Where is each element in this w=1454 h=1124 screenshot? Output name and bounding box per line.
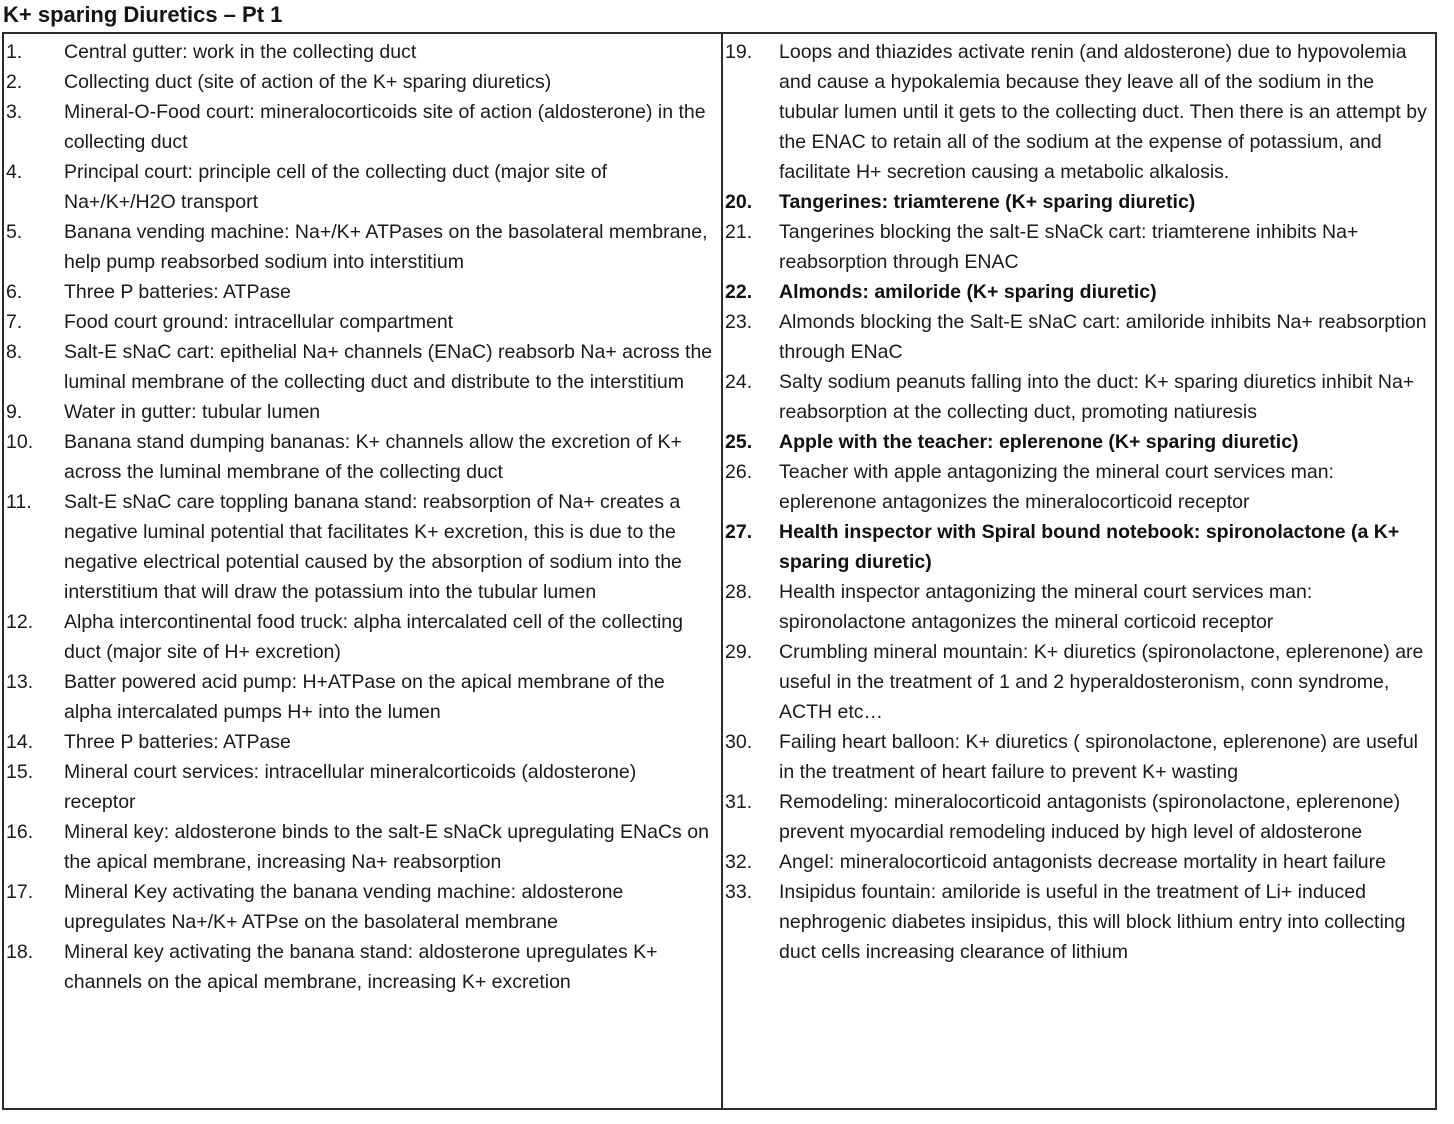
page-title: K+ sparing Diuretics – Pt 1: [3, 2, 283, 27]
list-item: [4, 337, 721, 397]
list-item: [4, 877, 721, 937]
list-item: [4, 217, 721, 277]
item-number: 29.: [725, 641, 753, 663]
item-text: Mineral key activating the banana stand: aldosterone upregulates K+ channels on the apical membrane, increasing K+ excretion: [64, 941, 658, 993]
list-item: [4, 727, 721, 757]
item-text: Salt-E sNaC care toppling banana stand: reabsorption of Na+ creates a negative luminal potential that facilitates K+ excretion, this is due to the negative electrical potential caused by the absorption of sodium into the interstitium that will draw the potassium into the tubular lumen: [64, 491, 682, 603]
list-item: [723, 877, 1435, 967]
list-item: [4, 667, 721, 727]
list-item: [4, 487, 721, 607]
notes-column-right: [723, 34, 1435, 1108]
list-item: [723, 727, 1435, 787]
list-item: [4, 427, 721, 487]
item-text: Tangerines: triamterene (K+ sparing diuretic): [779, 191, 1196, 213]
list-item: [723, 637, 1435, 727]
item-number: 32.: [725, 851, 753, 873]
item-text: Food court ground: intracellular compartment: [64, 311, 454, 333]
item-text: Tangerines blocking the salt-E sNaCk cart: triamterene inhibits Na+ reabsorption through ENAC: [779, 221, 1359, 273]
item-text: Three P batteries: ATPase: [64, 281, 291, 303]
item-text: Three P batteries: ATPase: [64, 731, 291, 753]
item-number: 22.: [725, 281, 753, 303]
item-text: Collecting duct (site of action of the K+ sparing diuretics): [64, 71, 552, 93]
item-number: 8.: [6, 341, 23, 363]
list-item: [723, 847, 1435, 877]
list-item: [4, 37, 721, 67]
list-item: [4, 607, 721, 667]
item-number: 13.: [6, 671, 34, 693]
item-number: 27.: [725, 521, 753, 543]
item-text: Apple with the teacher: eplerenone (K+ sparing diuretic): [779, 431, 1299, 453]
list-item: [723, 457, 1435, 517]
item-number: 12.: [6, 611, 34, 633]
item-text: Salty sodium peanuts falling into the duct: K+ sparing diuretics inhibit Na+ reabsorption at the collecting duct, promoting natiuresis: [779, 371, 1415, 423]
item-text: Loops and thiazides activate renin (and aldosterone) due to hypovolemia and cause a hypokalemia because they leave all of the sodium in the tubular lumen until it gets to the collecting duct. Then there is an attempt by the ENAC to retain all of the sodium at the expense of potassium, and facilitate H+ secretion causing a metabolic alkalosis.: [779, 41, 1427, 183]
list-item: [723, 307, 1435, 367]
item-number: 26.: [725, 461, 753, 483]
item-text: Teacher with apple antagonizing the mineral court services man: eplerenone antagonizes the mineralocorticoid receptor: [779, 461, 1334, 513]
item-text: Principal court: principle cell of the collecting duct (major site of Na+/K+/H2O transport: [64, 161, 607, 213]
item-number: 3.: [6, 101, 23, 123]
item-number: 16.: [6, 821, 34, 843]
item-number: 24.: [725, 371, 753, 393]
item-text: Water in gutter: tubular lumen: [64, 401, 321, 423]
item-text: Angel: mineralocorticoid antagonists decrease mortality in heart failure: [779, 851, 1386, 873]
item-text: Banana vending machine: Na+/K+ ATPases on the basolateral membrane, help pump reabsorbed sodium into interstitium: [64, 221, 708, 273]
item-number: 25.: [725, 431, 753, 453]
item-number: 15.: [6, 761, 34, 783]
item-number: 17.: [6, 881, 34, 903]
item-number: 19.: [725, 41, 753, 63]
list-item: [723, 517, 1435, 577]
item-number: 20.: [725, 191, 753, 213]
list-item: [4, 97, 721, 157]
list-item: [4, 67, 721, 97]
item-text: Mineral Key activating the banana vending machine: aldosterone upregulates Na+/K+ ATPse on the basolateral membrane: [64, 881, 624, 933]
item-text: Health inspector antagonizing the mineral court services man: spironolactone antagonizes the mineral corticoid receptor: [779, 581, 1313, 633]
item-text: Failing heart balloon: K+ diuretics ( spironolactone, eplerenone) are useful in the treatment of heart failure to prevent K+ wasting: [779, 731, 1419, 783]
item-number: 1.: [6, 41, 23, 63]
item-text: Mineral key: aldosterone binds to the salt-E sNaCk upregulating ENaCs on the apical membrane, increasing Na+ reabsorption: [64, 821, 709, 873]
item-number: 33.: [725, 881, 753, 903]
list-item: [723, 277, 1435, 307]
item-text: Health inspector with Spiral bound notebook: spironolactone (a K+ sparing diuretic): [779, 521, 1400, 573]
item-number: 28.: [725, 581, 753, 603]
item-text: Crumbling mineral mountain: K+ diuretics (spironolactone, eplerenone) are useful in the treatment of 1 and 2 hyperaldosteronism, conn syndrome, ACTH etc…: [779, 641, 1424, 723]
item-text: Central gutter: work in the collecting duct: [64, 41, 417, 63]
item-text: Insipidus fountain: amiloride is useful in the treatment of Li+ induced nephrogenic diabetes insipidus, this will block lithium entry into collecting duct cells increasing clearance of lithium: [779, 881, 1406, 963]
item-number: 5.: [6, 221, 23, 243]
list-item: [723, 217, 1435, 277]
list-item: [4, 817, 721, 877]
notes-table: [2, 32, 1437, 1110]
item-text: Salt-E sNaC cart: epithelial Na+ channels (ENaC) reabsorb Na+ across the luminal membrane of the collecting duct and distribute to the interstitium: [64, 341, 713, 393]
list-item: [723, 187, 1435, 217]
item-number: 23.: [725, 311, 753, 333]
item-number: 7.: [6, 311, 23, 333]
item-text: Alpha intercontinental food truck: alpha intercalated cell of the collecting duct (major site of H+ excretion): [64, 611, 683, 663]
item-number: 11.: [6, 491, 32, 513]
item-number: 2.: [6, 71, 23, 93]
list-item: [723, 787, 1435, 847]
item-number: 14.: [6, 731, 34, 753]
list-item: [4, 937, 721, 997]
list-item: [4, 157, 721, 217]
item-text: Remodeling: mineralocorticoid antagonists (spironolactone, eplerenone) prevent myocardial remodeling induced by high level of aldosterone: [779, 791, 1401, 843]
list-item: [4, 757, 721, 817]
list-item: [4, 307, 721, 337]
list-item: [723, 427, 1435, 457]
item-number: 31.: [725, 791, 753, 813]
item-number: 9.: [6, 401, 23, 423]
list-item: [723, 367, 1435, 427]
notes-column-left: [4, 34, 723, 1108]
item-text: Almonds blocking the Salt-E sNaC cart: amiloride inhibits Na+ reabsorption through ENaC: [779, 311, 1427, 363]
list-item: [4, 277, 721, 307]
item-number: 18.: [6, 941, 34, 963]
item-text: Mineral court services: intracellular mineralcorticoids (aldosterone) receptor: [64, 761, 637, 813]
item-number: 21.: [725, 221, 753, 243]
item-number: 4.: [6, 161, 23, 183]
list-item: [4, 397, 721, 427]
list-item: [723, 577, 1435, 637]
item-text: Mineral-O-Food court: mineralocorticoids site of action (aldosterone) in the collecting duct: [64, 101, 706, 153]
item-text: Banana stand dumping bananas: K+ channels allow the excretion of K+ across the luminal membrane of the collecting duct: [64, 431, 682, 483]
item-number: 10.: [6, 431, 34, 453]
item-number: 6.: [6, 281, 23, 303]
item-text: Almonds: amiloride (K+ sparing diuretic): [779, 281, 1157, 303]
list-item: [723, 37, 1435, 187]
item-text: Batter powered acid pump: H+ATPase on the apical membrane of the alpha intercalated pumps H+ into the lumen: [64, 671, 665, 723]
item-number: 30.: [725, 731, 753, 753]
